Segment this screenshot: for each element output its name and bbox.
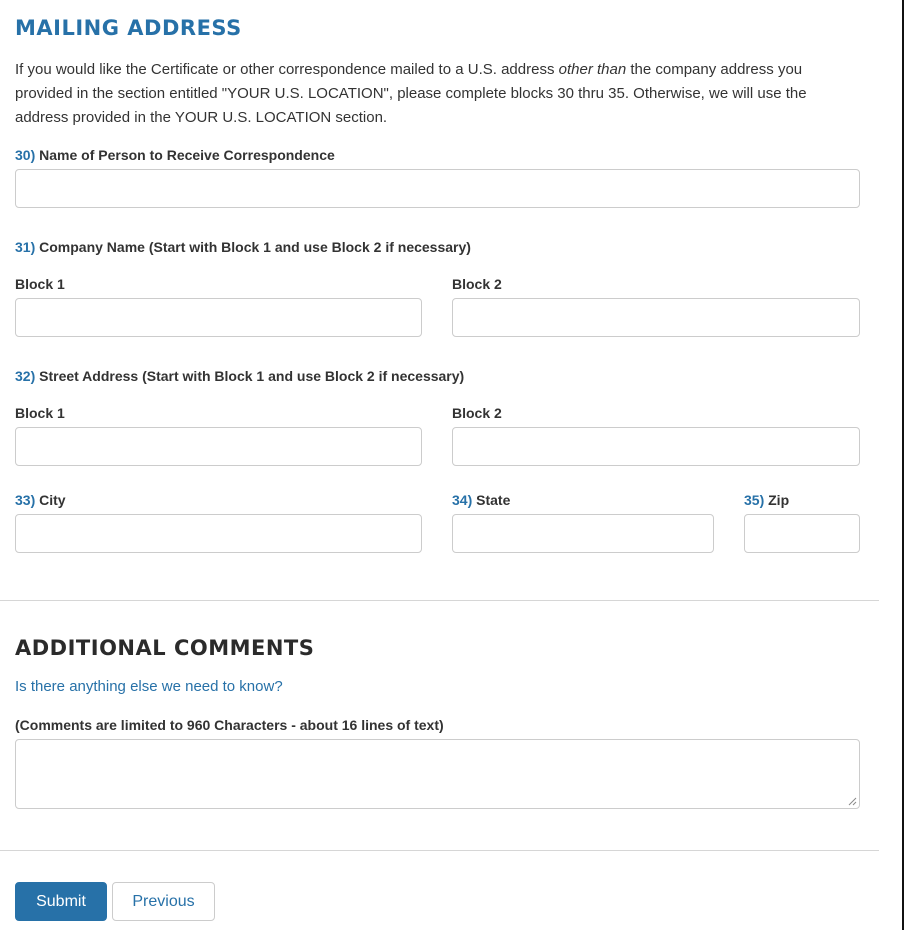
actions-divider bbox=[0, 850, 879, 851]
street-block2-label: Block 2 bbox=[452, 405, 502, 421]
city-input[interactable] bbox=[15, 514, 422, 553]
field-number: 33) bbox=[15, 492, 36, 508]
field-33-label bbox=[15, 492, 66, 508]
field-35-label bbox=[744, 492, 789, 508]
field-34-label bbox=[452, 492, 510, 508]
comments-limit-label: (Comments are limited to 960 Characters - about 16 lines of text) bbox=[15, 717, 444, 733]
intro-text-2: the company address you provided in the section entitled "YOUR U.S. LOCATION", please complete blocks 30 thru 35. Otherwise, we will use the address provided in the YOUR U.S. LOCATION section. bbox=[15, 61, 807, 126]
company-name-block2-input[interactable] bbox=[452, 298, 860, 337]
field-number: 34) bbox=[452, 492, 473, 508]
field-30-label bbox=[15, 147, 335, 163]
company-block1-label: Block 1 bbox=[15, 276, 65, 292]
resize-handle-icon[interactable] bbox=[848, 797, 857, 806]
field-number: 30) bbox=[15, 147, 36, 163]
field-number: 35) bbox=[744, 492, 765, 508]
street-address-block2-input[interactable] bbox=[452, 427, 860, 466]
mailing-instructions bbox=[15, 58, 855, 130]
field-label-text: Zip bbox=[764, 492, 790, 508]
intro-text-1: If you would like the Certificate or other correspondence mailed to a U.S. address bbox=[15, 61, 559, 78]
comments-textarea[interactable] bbox=[15, 739, 860, 809]
field-label-text: Street Address (Start with Block 1 and use Block 2 if necessary) bbox=[35, 368, 465, 384]
field-label-text: Company Name (Start with Block 1 and use Block 2 if necessary) bbox=[35, 239, 471, 255]
field-number: 32) bbox=[15, 368, 36, 384]
street-block1-label: Block 1 bbox=[15, 405, 65, 421]
additional-comments-heading: ADDITIONAL COMMENTS bbox=[15, 636, 315, 660]
mailing-address-heading: MAILING ADDRESS bbox=[15, 16, 242, 40]
field-32-label bbox=[15, 368, 464, 384]
comments-question: Is there anything else we need to know? bbox=[15, 678, 283, 695]
company-name-block1-input[interactable] bbox=[15, 298, 422, 337]
zip-input[interactable] bbox=[744, 514, 860, 553]
street-address-block1-input[interactable] bbox=[15, 427, 422, 466]
previous-button[interactable]: Previous bbox=[112, 882, 215, 921]
submit-button[interactable]: Submit bbox=[15, 882, 107, 921]
company-block2-label: Block 2 bbox=[452, 276, 502, 292]
field-label-text: City bbox=[35, 492, 66, 508]
field-number: 31) bbox=[15, 239, 36, 255]
section-divider bbox=[0, 600, 879, 601]
recipient-name-input[interactable] bbox=[15, 169, 860, 208]
field-label-text: Name of Person to Receive Correspondence bbox=[35, 147, 335, 163]
state-input[interactable] bbox=[452, 514, 714, 553]
intro-emphasis: other than bbox=[558, 61, 627, 78]
field-label-text: State bbox=[472, 492, 511, 508]
field-31-label bbox=[15, 239, 471, 255]
